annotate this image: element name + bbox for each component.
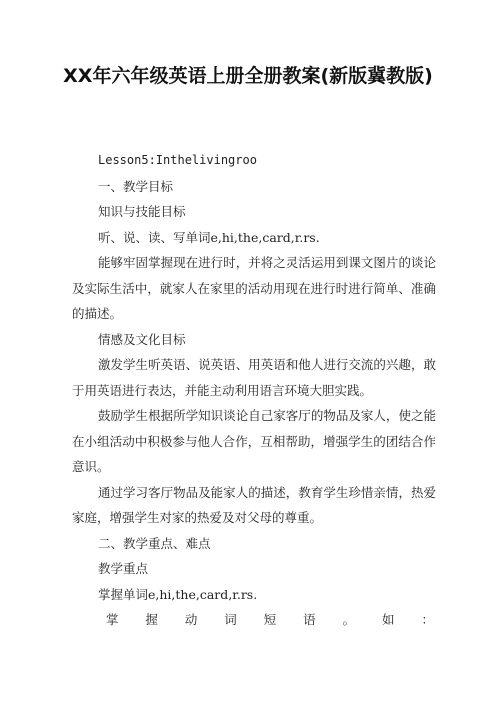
subsection-heading: 知识与技能目标 [98,204,186,219]
body-paragraph: 鼓励学生根据所学知识谈论自己家客厅的物品及家人，使之能在小组活动中积极参与他人合作，互相帮助，增强学生的团结合作意识。 [72,408,436,474]
subsection-heading: 情感及文化目标 [98,331,186,347]
document-title: XX年六年级英语上册全册教案(新版冀教版) [63,65,433,87]
body-paragraph: 通过学习客厅物品及能家人的描述，教育学生珍惜亲情，热爱家庭，增强学生对家的热爱及对父母的尊重。 [72,484,436,525]
body-paragraph: 听、说、读、写单词e,hi,the,card,r.rs. [98,229,320,245]
lesson-heading: Lesson5:Inthelivingroo [98,153,257,167]
document-body [72,148,436,633]
body-paragraph: 能够牢固掌握现在进行时，并将之灵活运用到课文图片的谈论及实际生活中，就家人在家里的活动用现在进行时进行简单、准确的描述。 [72,255,436,321]
section-heading: 二、教学重点、难点 [98,535,211,551]
body-paragraph: 掌握动词短语。如： [106,612,436,627]
section-heading: 一、教学目标 [98,178,174,194]
body-paragraph: 掌握单词e,hi,the,card,r.rs. [98,586,258,602]
body-paragraph: 激发学生听英语、说英语、用英语和他人进行交流的兴趣，敢于用英语进行表达，并能主动利用语言环境大胆实践。 [72,357,436,398]
subsection-heading: 教学重点 [98,561,149,576]
